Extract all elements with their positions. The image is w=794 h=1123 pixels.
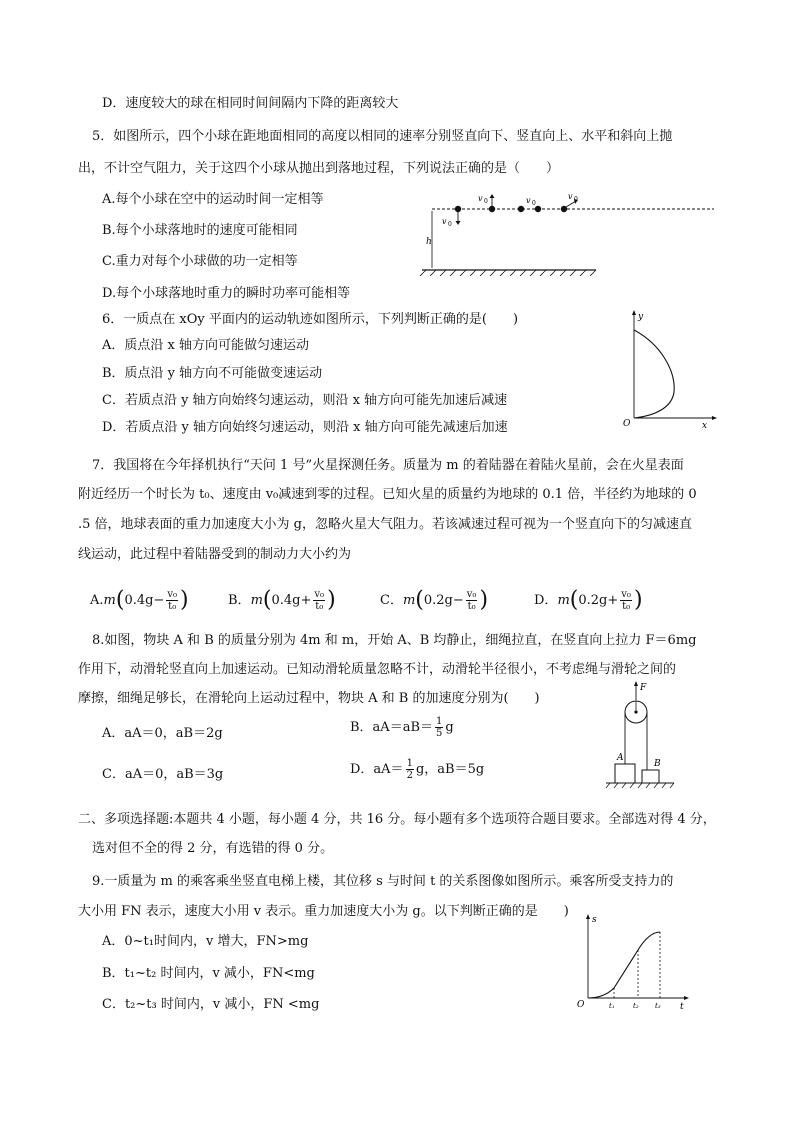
svg-text:0: 0 <box>574 196 578 203</box>
svg-text:v: v <box>478 194 483 203</box>
svg-text:v: v <box>442 217 447 226</box>
q7-stem-line4: 线运动，此过程中着陆器受到的制动力大小约为 <box>78 547 352 562</box>
q8-stem-line1: 8.如图，物块 A 和 B 的质量分别为 4m 和 m，开始 A、B 均静止，细绳拉直，在竖直向上拉力 F＝6mg <box>92 633 697 648</box>
svg-text:v: v <box>568 192 573 201</box>
q8-option-a: A．aA＝0，aB＝2g <box>102 726 223 741</box>
q7-stem-line1: 7．我国将在今年择机执行“天问 1 号”火星探测任务。质量为 m 的着陆器在着陆火星前，会在火星表面 <box>92 458 684 473</box>
q4-option-d: D．速度较大的球在相同时间间隔内下降的距离较大 <box>102 96 399 111</box>
svg-text:A: A <box>617 753 624 763</box>
q5-ball-down <box>455 206 461 212</box>
q5-option-d: D.每个小球落地时重力的瞬时功率可能相等 <box>102 286 351 301</box>
q8-force-label: F <box>640 683 647 693</box>
q9-option-b: B．t₁~t₂ 时间内，v 减小，FN<mg <box>102 966 315 981</box>
q5-option-b: B.每个小球落地时的速度可能相同 <box>102 223 298 238</box>
q6-trajectory <box>634 330 674 418</box>
q5-option-c: C.重力对每个小球做的功一定相等 <box>102 254 298 269</box>
q5-ball-up <box>489 206 495 212</box>
q9-option-c: C．t₂~t₃ 时间内，v 减小，FN <mg <box>102 997 320 1012</box>
q6-stem: 6．一质点在 xOy 平面内的运动轨迹如图所示，下列判断正确的是( ) <box>102 312 519 327</box>
q6-option-d: D．若质点沿 y 轴方向始终匀速运动，则沿 x 轴方向可能先减速后加速 <box>102 420 508 435</box>
svg-text:t₃: t₃ <box>655 1002 661 1010</box>
q6-figure <box>620 308 720 430</box>
q5-stem-line1: 5．如图所示，四个小球在距地面相同的高度以相同的速率分别竖直向下、竖直向上、水平和斜向上抛 <box>92 129 673 144</box>
q9-origin-label: O <box>577 1000 585 1010</box>
q7-option-a: A.m(0.4g− $\frac{\text{v₀}}{\text{t₀}}$ ) <box>90 587 189 613</box>
q8-stem-line3: 摩擦，细绳足够长，在滑轮向上运动过程中，物块 A 和 B 的加速度分别为( ) <box>78 691 540 706</box>
svg-text:t₂: t₂ <box>633 1002 639 1010</box>
q6-y-label: y <box>638 312 644 322</box>
q8-block-a <box>615 764 635 783</box>
q8-option-b: B．aA＝aB＝ $\frac{1}{5}$ g <box>350 716 454 739</box>
svg-text:t₁: t₁ <box>609 1002 615 1010</box>
q9-t-label: t <box>680 1002 684 1012</box>
q6-origin-label: O <box>623 419 631 429</box>
q8-option-d: D．aA＝ $\frac{1}{2}$ g，aB＝5g <box>350 758 485 781</box>
q8-stem-line2: 作用下，动滑轮竖直向上加速运动。已知动滑轮质量忽略不计，动滑轮半径很小，不考虑绳与滑轮之间的 <box>78 662 677 677</box>
q5-option-a: A.每个小球在空中的运动时间一定相等 <box>102 192 324 207</box>
q7-option-d: D．m(0.2g+ $\frac{\text{v₀}}{\text{t₀}}$ ) <box>534 587 643 613</box>
q5-fig-h-label: h <box>426 237 432 247</box>
q8-figure <box>598 680 688 792</box>
q7-stem-line2: 附近经历一个时长为 t₀、速度由 v₀减速到零的过程。已知火星的质量约为地球的 0.1 倍，半径约为地球的 0 <box>78 487 697 502</box>
q9-stem-line1: 9.一质量为 m 的乘客乘坐竖直电梯上楼，其位移 s 与时间 t 的关系图像如图所示。乘客所受支持力的 <box>92 874 674 889</box>
q9-option-a: A．0~t₁时间内，v 增大，FN>mg <box>102 934 309 949</box>
section2-heading-line1: 二、多项选择题:本题共 4 小题，每小题 4 分，共 16 分。每小题有多个选项符合题目要求。全部选对得 4 分， <box>78 812 716 827</box>
q8-option-c: C．aA＝0，aB＝3g <box>102 767 224 782</box>
q9-stem-line2: 大小用 FN 表示，速度大小用 v 表示。重力加速度大小为 g。以下判断正确的是 ) <box>78 904 569 919</box>
section2-heading-line2: 选对但不全的得 2 分，有选错的得 0 分。 <box>92 841 334 856</box>
svg-text:v: v <box>526 196 531 205</box>
q6-option-a: A．质点沿 x 轴方向可能做匀速运动 <box>102 338 309 353</box>
svg-text:B: B <box>654 759 661 769</box>
q7-stem-line3: .5 倍，地球表面的重力加速度大小为 g，忽略火星大气阻力。若该减速过程可视为一个竖直向下的匀减速直 <box>78 517 692 532</box>
q8-block-b <box>642 770 659 783</box>
svg-text:0: 0 <box>532 200 536 207</box>
q9-curve <box>588 932 660 998</box>
q6-option-c: C．若质点沿 y 轴方向始终匀速运动，则沿 x 轴方向可能先加速后减速 <box>102 393 508 408</box>
q9-figure <box>572 912 692 1012</box>
q5-stem-line2: 出，不计空气阻力，关于这四个小球从抛出到落地过程，下列说法正确的是（ ） <box>78 161 560 176</box>
q6-option-b: B．质点沿 y 轴方向不可能做变速运动 <box>102 366 323 381</box>
svg-text:0: 0 <box>448 221 452 228</box>
q7-option-c: C．m(0.2g− $\frac{\text{v₀}}{\text{t₀}}$ ) <box>380 587 489 613</box>
svg-text:0: 0 <box>484 198 488 205</box>
q6-x-label: x <box>702 421 708 430</box>
q5-ball-horizontal <box>518 206 524 212</box>
q7-option-b: B．m(0.4g+ $\frac{\text{v₀}}{\text{t₀}}$ ) <box>228 587 336 613</box>
q5-figure <box>418 190 718 276</box>
q9-s-label: s <box>592 915 597 925</box>
